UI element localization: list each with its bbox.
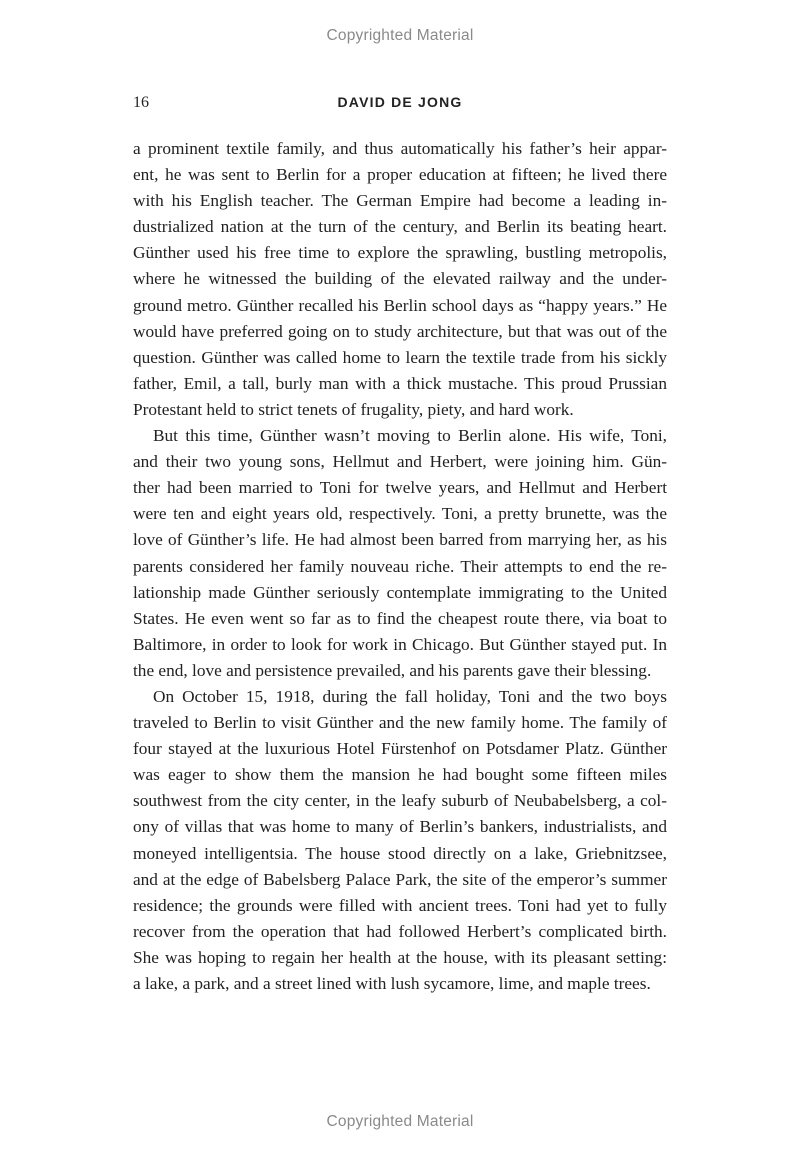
text-line: the end, love and persistence prevailed, and his parents gave their blessing.: [133, 660, 652, 680]
copyright-watermark-top: Copyrighted Material: [326, 27, 474, 44]
paragraph: [133, 684, 667, 997]
text-line: recover from the operation that had followed Herbert’s complicated birth.: [133, 921, 667, 941]
text-line: and at the edge of Babelsberg Palace Park, the site of the emperor’s summer: [133, 869, 667, 889]
text-line: would have preferred going on to study architecture, but that was out of the: [133, 321, 667, 341]
text-line: ent, he was sent to Berlin for a proper education at fifteen; he lived there: [133, 165, 667, 185]
text-line: four stayed at the luxurious Hotel Fürstenhof on Potsdamer Platz. Günther: [133, 739, 667, 759]
text-line: question. Günther was called home to learn the textile trade from his sickly: [133, 347, 667, 367]
text-line: and their two young sons, Hellmut and Herbert, were joining him. Gün-: [133, 452, 667, 472]
text-line: with his English teacher. The German Empire had become a leading in-: [133, 191, 667, 211]
text-line: was eager to show them the mansion he had bought some fifteen miles: [133, 765, 667, 785]
text-line: a lake, a park, and a street lined with lush sycamore, lime, and maple trees.: [133, 974, 651, 993]
text-line: moneyed intelligentsia. The house stood directly on a lake, Griebnitzsee,: [133, 843, 667, 863]
text-line: where he witnessed the building of the elevated railway and the under-: [133, 269, 667, 289]
text-line: residence; the grounds were filled with ancient trees. Toni had yet to fully: [133, 895, 667, 915]
text-line: parents considered her family nouveau riche. Their attempts to end the re-: [133, 556, 667, 576]
copyright-watermark-bottom: Copyrighted Material: [326, 1113, 474, 1130]
text-line: ther had been married to Toni for twelve years, and Hellmut and Herbert: [133, 478, 667, 498]
running-head: [133, 94, 667, 116]
text-line: southwest from the city center, in the leafy suburb of Neubabelsberg, a col-: [133, 791, 667, 811]
page-number: 16: [133, 94, 149, 111]
text-line: father, Emil, a tall, burly man with a thick mustache. This proud Prussian: [133, 373, 667, 393]
text-line: ony of villas that was home to many of Berlin’s bankers, industrialists, and: [133, 817, 667, 837]
text-line: love of Günther’s life. He had almost been barred from marrying her, as his: [133, 530, 667, 550]
paragraph: [133, 136, 667, 423]
text-line: a prominent textile family, and thus automatically his father’s heir appar-: [133, 139, 667, 158]
text-line: ground metro. Günther recalled his Berlin school days as “happy years.” He: [133, 295, 667, 315]
text-line: lationship made Günther seriously contemplate immigrating to the United: [133, 582, 667, 602]
text-line: were ten and eight years old, respectively. Toni, a pretty brunette, was the: [133, 504, 667, 524]
text-line: Protestant held to strict tenets of frugality, piety, and hard work.: [133, 399, 574, 419]
text-line: States. He even went so far as to find the cheapest route there, via boat to: [133, 608, 667, 628]
text-line: On October 15, 1918, during the fall holiday, Toni and the two boys: [153, 686, 667, 706]
text-line: dustrialized nation at the turn of the century, and Berlin its beating heart.: [133, 217, 667, 237]
text-line: traveled to Berlin to visit Günther and the new family home. The family of: [133, 713, 667, 733]
running-head-author: DAVID DE JONG: [337, 94, 463, 110]
paragraph: [133, 423, 667, 684]
text-line: Baltimore, in order to look for work in Chicago. But Günther stayed put. In: [133, 634, 667, 654]
text-line: But this time, Günther wasn’t moving to Berlin alone. His wife, Toni,: [153, 426, 667, 446]
text-line: Günther used his free time to explore the sprawling, bustling metropolis,: [133, 243, 667, 263]
text-line: She was hoping to regain her health at the house, with its pleasant setting:: [133, 947, 667, 967]
body-text: [133, 136, 667, 997]
